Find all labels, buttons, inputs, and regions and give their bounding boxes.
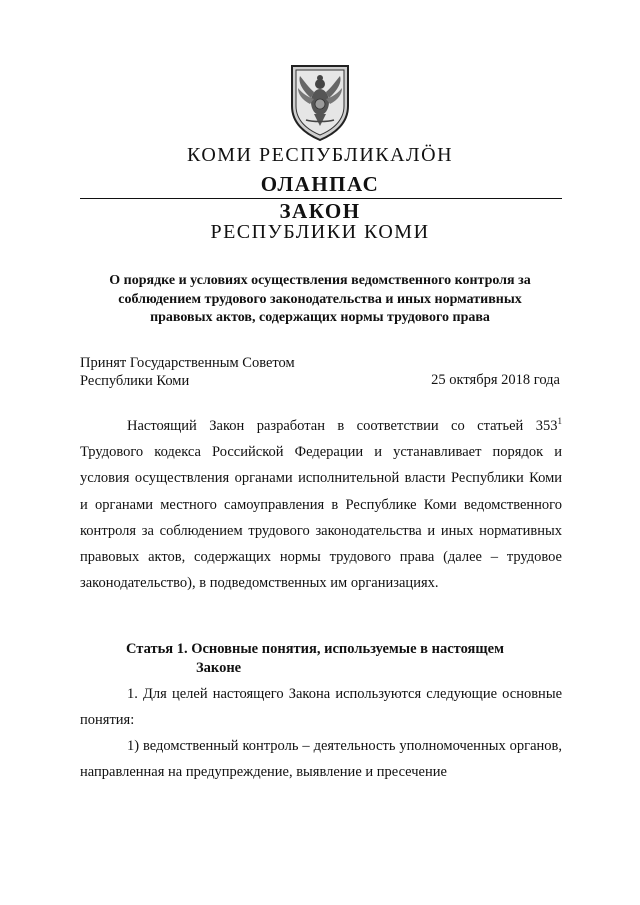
header-republic-komi: РЕСПУБЛИКИ КОМИ <box>210 221 430 243</box>
header-komi-republic: КОМИ РЕСПУБЛИКАЛӦН <box>186 144 454 166</box>
header-olanpas: ОЛАНПАС <box>260 172 380 196</box>
komi-republic-coat-of-arms-icon <box>288 62 352 142</box>
adoption-date: 25 октября 2018 года <box>431 372 560 388</box>
article-1-item-1: 1. Для целей настоящего Закона используются следующие основные понятия: <box>80 686 562 729</box>
adoption-line1: Принят Государственным Советом <box>80 355 295 371</box>
header-zakon: ЗАКОН <box>279 199 361 223</box>
article-1-heading: Статья 1. Основные понятия, используемые в настоящем <box>126 641 504 657</box>
adoption-line2: Республики Коми <box>80 372 190 389</box>
article-1-heading-cont: Законе <box>196 660 242 676</box>
intro-text-before: Настоящий Закон разработан в соответствии со статьей 353 <box>127 418 558 434</box>
intro-text-after: Трудового кодекса Российской Федерации и устанавливает порядок и условия осуществления органами исполнительной власти Республики Коми и органами местного самоуправления в Республике Коми ведомственного контроля за соблюдением трудового законодательства и иных нормативных правовых актов, содержащих нормы трудового права (далее – трудовое законодательство), в подведомственных им организациях. <box>80 444 562 592</box>
law-title: О порядке и условиях осуществления ведомственного контроля за соблюдением трудового законодательства и иных нормативных правовых актов, содержащих нормы трудового права <box>109 273 531 325</box>
adoption-info <box>80 355 295 390</box>
article-1-subitem-1: 1) ведомственный контроль – деятельность уполномоченных органов, направленная на предупреждение, выявление и пресечение <box>80 738 562 781</box>
intro-superscript: 1 <box>557 416 562 426</box>
intro-paragraph <box>80 413 562 596</box>
